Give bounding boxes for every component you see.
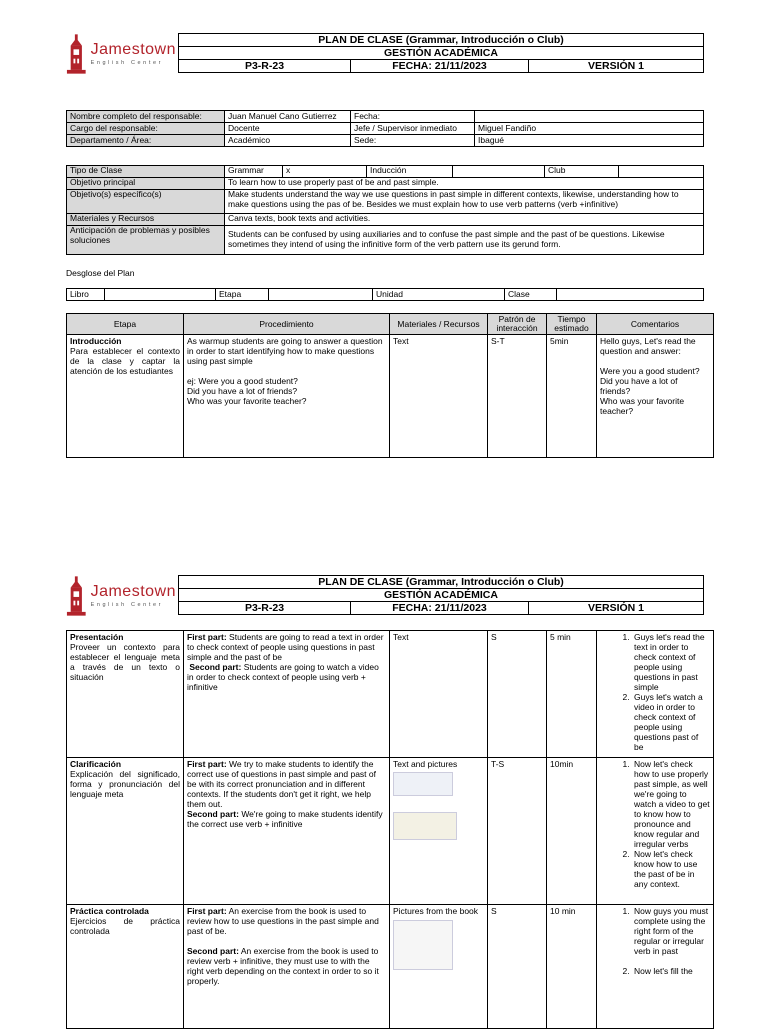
header-version: VERSIÓN 1 <box>529 602 704 615</box>
clarificacion-material <box>390 758 488 905</box>
head-tiempo: Tiempo estimado <box>547 314 597 335</box>
intro-proc-text: As warmup students are going to answer a question in order to start identifying how to make questions using past simple <box>187 336 383 366</box>
presentacion-patron: S <box>488 631 547 758</box>
clase-value <box>557 289 704 301</box>
worksheet-thumbnail-1 <box>393 772 453 796</box>
header-date: FECHA: 21/11/2023 <box>351 602 529 615</box>
clarificacion-p1-label: First part: <box>187 759 227 769</box>
clarificacion-p2-label: Second part: <box>187 809 239 819</box>
intro-material: Text <box>390 335 488 458</box>
presentacion-title: Presentación <box>70 632 124 642</box>
intro-proc <box>184 335 390 458</box>
depto-value: Académico <box>225 135 351 147</box>
clarificacion-comentarios <box>597 758 714 905</box>
libro-label: Libro <box>67 289 105 301</box>
practica-tiempo: 10 min <box>547 905 597 1029</box>
intro-comentarios <box>597 335 714 458</box>
cargo-label: Cargo del responsable: <box>67 123 225 135</box>
libro-value <box>105 289 216 301</box>
head-procedimiento: Procedimiento <box>184 314 390 335</box>
logo <box>66 33 176 75</box>
presentacion-material: Text <box>390 631 488 758</box>
intro-desc: Para establecer el contexto de la clase y captar la atención de los estudiantes <box>70 346 180 376</box>
logo-subtitle: English Center <box>90 59 164 66</box>
presentacion-comentarios <box>597 631 714 758</box>
intro-com4: Who was your favorite teacher? <box>600 396 685 416</box>
practica-p1-label: First part: <box>187 906 227 916</box>
practica-etapa <box>67 905 184 1029</box>
practica-c2: 2. Now let's fill the <box>632 966 710 976</box>
anticipacion-value: Students can be confused by using auxiliaries and to confuse the past simple and the past of be questions. Likewise sometimes they intend of using the infinitive form of the verb pattern use its gerund form. <box>225 226 704 255</box>
materiales-label: Materiales y Recursos <box>67 214 225 226</box>
grammar-mark: x <box>283 166 367 178</box>
fecha-value <box>475 111 704 123</box>
practica-material <box>390 905 488 1029</box>
practica-p1: An exercise from the book is used to review how to use questions in the past simple and past of be. <box>187 906 379 936</box>
intro-q3: Who was your favorite teacher? <box>187 396 307 406</box>
intro-q1: ej: Were you a good student? <box>187 376 298 386</box>
presentacion-p2-label: Second part: <box>189 662 242 672</box>
presentacion-p1: Students are going to read a text in order to check context of people using questions in past simple and the past of be <box>187 632 384 662</box>
obj-especificos-label: Objetivo(s) específico(s) <box>67 190 225 214</box>
head-patron: Patrón de interacción <box>488 314 547 335</box>
unidad-label: Unidad <box>373 289 505 301</box>
logo-page2 <box>66 575 176 617</box>
club-label: Club <box>545 166 619 178</box>
desglose-table <box>66 288 704 301</box>
induccion-mark <box>453 166 545 178</box>
sede-value: Ibagué <box>475 135 704 147</box>
clase-label: Clase <box>505 289 557 301</box>
header-dept: GESTIÓN ACADÉMICA <box>179 47 704 60</box>
intro-com3: Did you have a lot of friends? <box>600 376 678 396</box>
etapa-value <box>269 289 373 301</box>
presentacion-etapa <box>67 631 184 758</box>
practica-title: Práctica controlada <box>70 906 149 916</box>
intro-patron: S-T <box>488 335 547 458</box>
practica-patron: S <box>488 905 547 1029</box>
clarificacion-proc <box>184 758 390 905</box>
practica-c1: 1. Now guys you must complete using the right form of the regular or irregular verb in past <box>632 906 710 956</box>
materiales-value: Canva texts, book texts and activities. <box>225 214 704 226</box>
clarificacion-p1: We try to make students to identify the correct use of questions in past simple and past of be with its correct pronunciation and in different contexts. If the students don't get it right, we help them out. <box>187 759 376 809</box>
depto-label: Departamento / Área: <box>67 135 225 147</box>
plan-table-page1 <box>66 313 714 458</box>
induccion-label: Inducción <box>367 166 453 178</box>
clarificacion-p2: We're going to make students identify the correct use verb + infinitive <box>187 809 383 829</box>
intro-com1: Hello guys, Let's read the question and answer: <box>600 336 696 356</box>
responsable-table <box>66 110 704 147</box>
clarificacion-c1: 1. Now let's check how to use properly past simple, as well we're going to watch a video to get to know how to pronounce and know regular and irregular verbs <box>632 759 710 849</box>
nombre-value: Juan Manuel Cano Gutierrez <box>225 111 351 123</box>
practica-desc: Ejercicios de práctica controlada <box>70 916 180 936</box>
grammar-label: Grammar <box>225 166 283 178</box>
desglose-title: Desglose del Plan <box>66 268 135 278</box>
clarificacion-tiempo: 10min <box>547 758 597 905</box>
clarificacion-c2: 2. Now let's check know how to use the past of be in any context. <box>632 849 710 889</box>
header-version: VERSIÓN 1 <box>529 60 704 73</box>
presentacion-desc: Proveer un contexto para establecer el lenguaje meta a través de un texto o situación <box>70 642 180 682</box>
practica-comentarios <box>597 905 714 1029</box>
intro-etapa <box>67 335 184 458</box>
jefe-value: Miguel Fandiño <box>475 123 704 135</box>
practica-p2-label: Second part: <box>187 946 239 956</box>
obj-principal-label: Objetivo principal <box>67 178 225 190</box>
etapa-label: Etapa <box>216 289 269 301</box>
logo-brand: Jamestown <box>90 582 176 600</box>
club-mark <box>619 166 704 178</box>
presentacion-p1-label: First part: <box>187 632 227 642</box>
practica-material-text: Pictures from the book <box>393 906 479 916</box>
header-table-page1 <box>178 33 704 73</box>
worksheet-thumbnail-2 <box>393 812 457 840</box>
clarificacion-etapa <box>67 758 184 905</box>
tipo-clase-label: Tipo de Clase <box>67 166 225 178</box>
header-code: P3-R-23 <box>179 602 351 615</box>
clarificacion-title: Clarificación <box>70 759 122 769</box>
header-dept: GESTIÓN ACADÉMICA <box>179 589 704 602</box>
head-materiales: Materiales / Recursos <box>390 314 488 335</box>
cargo-value: Docente <box>225 123 351 135</box>
clarificacion-desc: Explicación del significado, forma y pronunciación del lenguaje meta <box>70 769 180 799</box>
intro-tiempo: 5min <box>547 335 597 458</box>
head-etapa: Etapa <box>67 314 184 335</box>
header-title: PLAN DE CLASE (Grammar, Introducción o Club) <box>179 576 704 589</box>
intro-com2: Were you a good student? <box>600 366 700 376</box>
logo-subtitle: English Center <box>90 601 164 608</box>
header-code: P3-R-23 <box>179 60 351 73</box>
clarificacion-patron: T-S <box>488 758 547 905</box>
anticipacion-label: Anticipación de problemas y posibles soluciones <box>67 226 225 255</box>
nombre-label: Nombre completo del responsable: <box>67 111 225 123</box>
obj-especificos: Make students understand the way we use questions in past simple in different contexts, likewise, understanding how to make questions using the pas of be. Besides we must explain how to use verb patterns (verb +infinitive) <box>225 190 704 214</box>
book-exercise-thumbnail <box>393 920 453 970</box>
presentacion-c2: 2. Guys let's watch a video in order to check context of people using questions past of be <box>632 692 710 752</box>
presentacion-tiempo: 5 min <box>547 631 597 758</box>
clase-table <box>66 165 704 255</box>
logo-brand: Jamestown <box>90 40 176 58</box>
head-comentarios: Comentarios <box>597 314 714 335</box>
practica-p2: An exercise from the book is used to review verb + infinitive, they must use to with the right verb depending on the context in order to so it properly. <box>187 946 379 986</box>
presentacion-proc <box>184 631 390 758</box>
presentacion-c1: 1. Guys let's read the text in order to check context of people using questions in past simple <box>632 632 710 692</box>
header-table-page2 <box>178 575 704 615</box>
practica-proc <box>184 905 390 1029</box>
tower-logo-icon <box>66 33 87 75</box>
clarificacion-material-text: Text and pictures <box>393 759 458 769</box>
obj-principal: To learn how to use properly past of be and past simple. <box>225 178 704 190</box>
header-title: PLAN DE CLASE (Grammar, Introducción o Club) <box>179 34 704 47</box>
tower-logo-icon <box>66 575 87 617</box>
jefe-label: Jefe / Supervisor inmediato <box>351 123 475 135</box>
sede-label: Sede: <box>351 135 475 147</box>
presentacion-p2: Students are going to watch a video in order to check context of people using verb + infinitive <box>187 662 379 692</box>
plan-table-page2 <box>66 630 714 1029</box>
fecha-label: Fecha: <box>351 111 475 123</box>
header-date: FECHA: 21/11/2023 <box>351 60 529 73</box>
intro-q2: Did you have a lot of friends? <box>187 386 298 396</box>
intro-title: Introducción <box>70 336 122 346</box>
